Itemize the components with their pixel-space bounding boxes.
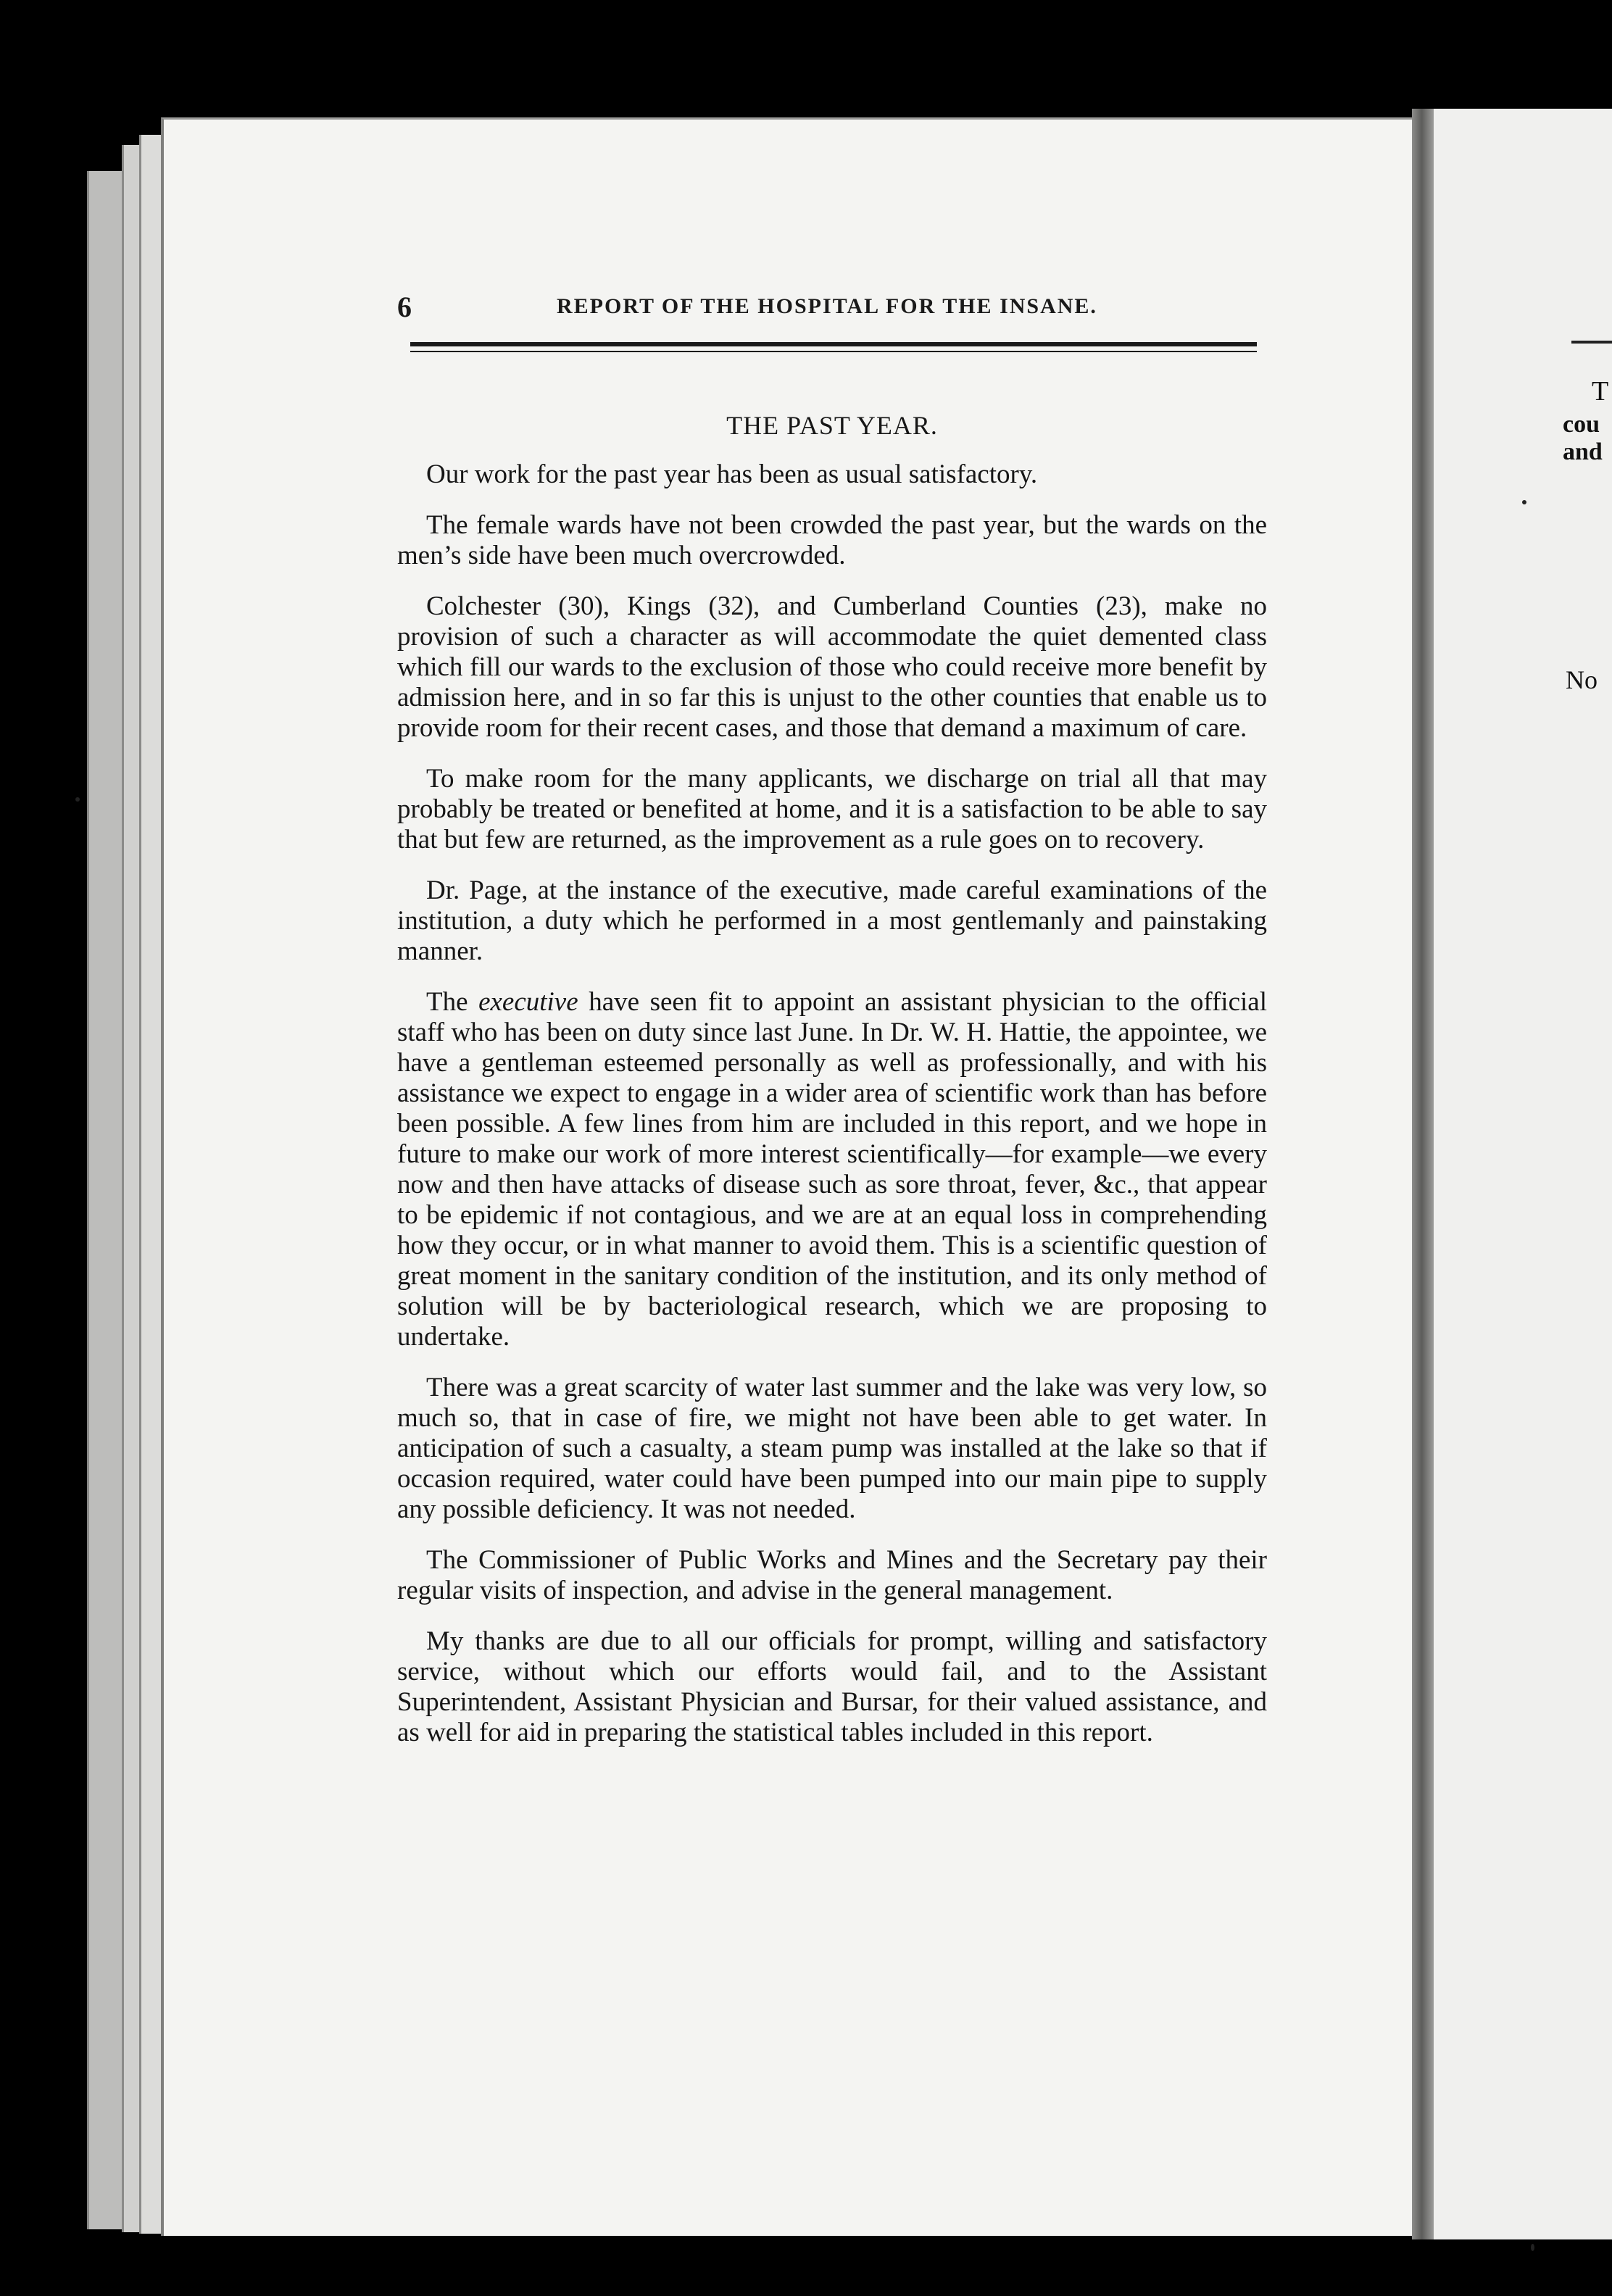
facing-page-fragment: No xyxy=(1566,665,1598,694)
page-number: 6 xyxy=(397,291,412,323)
facing-page-fragment: and xyxy=(1563,438,1603,465)
facing-page-rule xyxy=(1571,341,1612,344)
facing-page-fragment: T xyxy=(1592,376,1609,407)
running-head-title: REPORT OF THE HOSPITAL FOR THE INSANE. xyxy=(557,294,1097,318)
paragraph-lead: The xyxy=(426,987,479,1017)
paragraph: Colchester (30), Kings (32), and Cumberland Counties (23), make no provision of such a character as will accommodate the quiet demented class which fill our wards to the exclusion of those who could receive more benefit by admission here, and in so far this is unjust to the other counties that enable us to provide room for their recent cases, and those that demand a maximum of care. xyxy=(397,591,1267,743)
header-rule xyxy=(410,342,1257,346)
section-title: THE PAST YEAR. xyxy=(726,411,938,440)
book-gutter xyxy=(1412,109,1434,2239)
paragraph-rest: have seen fit to appoint an assistant physician to the official staff who has been on duty since last June. In Dr. W. H. Hattie, the appointee, we have a gentleman esteemed personally as well as professionally, and with his assistance we expect to engage in a wider area of scientific work than has before been possible. A few lines from him are included in this report, and we hope in future to make our work of more interest scientifically—for example—we every now and then have attacks of disease such as sore throat, fever, &c., that appear to be epidemic if not contagious, and we are at an equal loss in comprehending how they occur, or in what manner to avoid them. This is a scientific question of great moment in the sanitary condition of the institution, and its only method of solution will be by bacteriological research, which we are proposing to undertake. xyxy=(397,987,1267,1352)
paragraph: The female wards have not been crowded the past year, but the wards on the men’s side have been much overcrowded. xyxy=(397,510,1267,570)
running-head xyxy=(397,290,1267,322)
emphasized-word: executive xyxy=(478,987,578,1017)
scan-speck xyxy=(1531,2244,1534,2251)
article-body xyxy=(397,410,1267,1768)
paragraph: The Commissioner of Public Works and Mines and the Secretary pay their regular visits of inspection, and advise in the general management. xyxy=(397,1545,1267,1605)
paragraph: Our work for the past year has been as usual satisfactory. xyxy=(426,459,1038,489)
paragraph: To make room for the many applicants, we discharge on trial all that may probably be treated or benefited at home, and it is a satisfaction to be able to say that but few are returned, as the improvement as a rule goes on to recovery. xyxy=(397,764,1267,854)
scan-speck xyxy=(75,797,80,802)
paragraph-executive xyxy=(397,987,1267,1352)
facing-page-fragment: cou xyxy=(1563,411,1600,438)
header-rule-thin xyxy=(410,351,1257,352)
paragraph: My thanks are due to all our officials for prompt, willing and satisfactory service, without which our efforts would fail, and to the Assistant Superintendent, Assistant Physician and Bursar, for their valued assistance, and as well for aid in preparing the statistical tables included in this report. xyxy=(397,1626,1267,1747)
paragraph: Dr. Page, at the instance of the executive, made careful examinations of the institution, a duty which he performed in a most gentlemanly and painstaking manner. xyxy=(397,875,1267,966)
scan-speck xyxy=(1522,500,1526,504)
paragraph: There was a great scarcity of water last summer and the lake was very low, so much so, that in case of fire, we might not have been able to get water. In anticipation of such a casualty, a steam pump was installed at the lake so that if occasion required, water could have been pumped into our main pipe to supply any possible deficiency. It was not needed. xyxy=(397,1373,1267,1524)
